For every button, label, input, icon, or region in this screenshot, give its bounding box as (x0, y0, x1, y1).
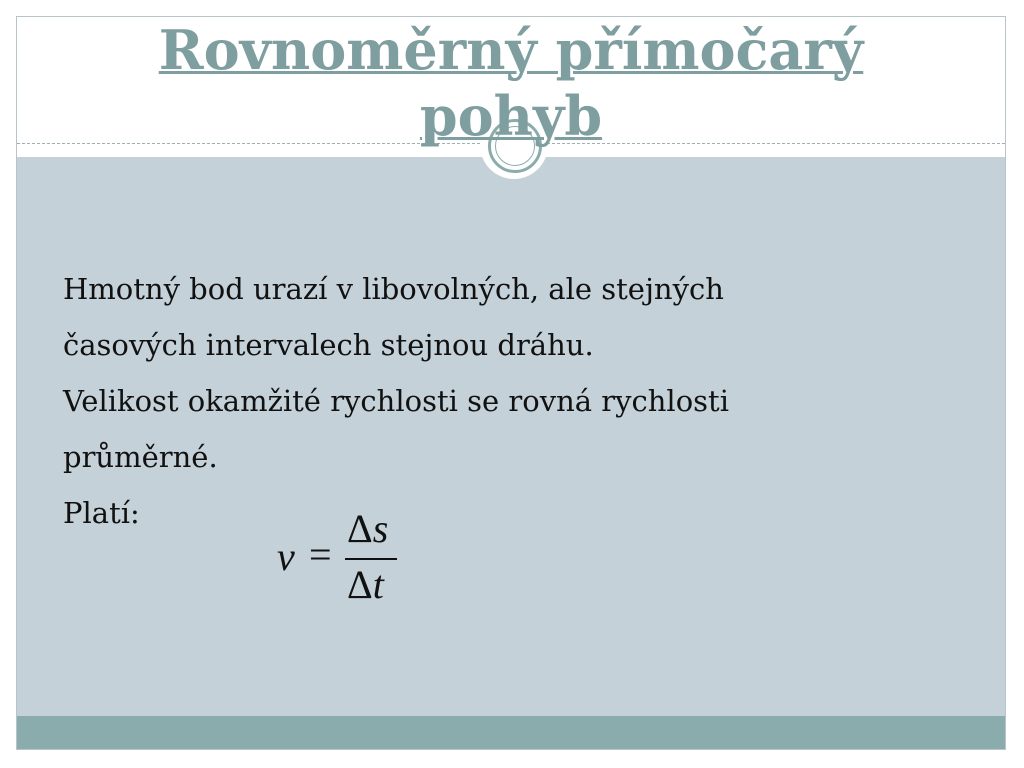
formula-delta-symbol: Δ (347, 506, 373, 551)
formula-velocity-symbol: v (277, 534, 295, 579)
slide-title-line-2: pohyb (419, 84, 603, 148)
formula-delta-symbol: Δ (347, 562, 373, 607)
formula-distance-symbol: s (372, 506, 389, 551)
slide-title (17, 17, 1005, 149)
slide (16, 16, 1006, 750)
formula-fraction-bar (345, 558, 397, 560)
slide-body-text (63, 261, 923, 541)
formula-denominator (347, 561, 384, 608)
body-line: průměrné. (63, 440, 218, 474)
formula-numerator (347, 505, 388, 552)
body-line: Platí: (63, 496, 140, 530)
body-line: Velikost okamžité rychlosti se rovná rychlosti (63, 384, 729, 418)
body-line: Hmotný bod urazí v libovolných, ale stejných (63, 272, 724, 306)
formula-time-symbol: t (372, 562, 384, 607)
slide-title-line-1: Rovnoměrný přímočarý (158, 18, 864, 82)
body-line: časových intervalech stejnou dráhu. (63, 328, 594, 362)
formula-equals-sign: = (309, 532, 332, 577)
footer-bar (17, 716, 1005, 750)
velocity-formula (277, 505, 437, 609)
